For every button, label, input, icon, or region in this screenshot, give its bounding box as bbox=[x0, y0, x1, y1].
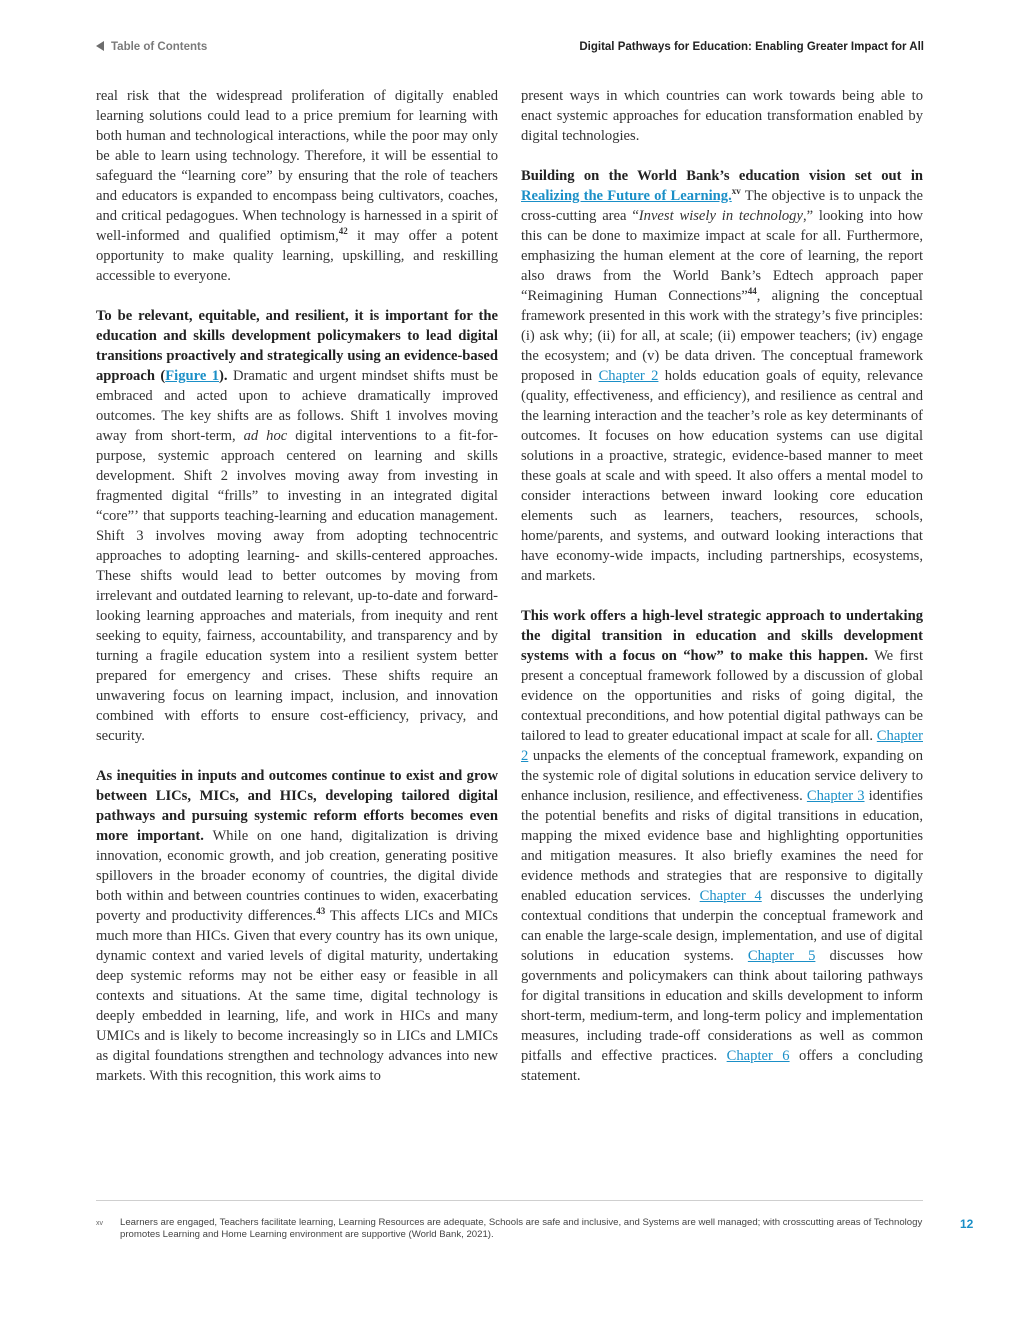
chapter-6-link[interactable]: Chapter 6 bbox=[726, 1048, 790, 1064]
chapter-2-link[interactable]: Chapter 2 bbox=[598, 368, 659, 384]
back-arrow-icon bbox=[96, 41, 104, 51]
footnote bbox=[96, 1217, 926, 1241]
footnote-mark: xv bbox=[96, 1220, 103, 1227]
page-header bbox=[96, 41, 924, 59]
endnote-43[interactable]: 43 bbox=[316, 906, 326, 917]
right-column bbox=[521, 86, 923, 1106]
left-paragraph-2: To be relevant, equitable, and resilient, it is important for the education and skills development policymakers to lead digital transitions proactively and strategically using an evidence-based approach (Figure 1). Dramatic and urgent mindset shifts must be embraced and acted upon to achieve dramatically improved outcomes. The key shifts are as follows. Shift 1 involves moving away from short-term, ad hoc digital interventions to a fit-for-purpose, systemic approach centered on learning and skills development. Shift 2 involves moving away from investing in fragmented digital “frills” to investing in an integrated digital “core”’ that supports teaching-learning and education management. Shift 3 involves moving away from adopting technocentric approaches to adopting learning- and skills-centered approaches. These shifts would lead to better outcomes by moving from irrelevant and outdated learning to relevant, up-to-date and forward-looking learning approaches and materials, from inequity and rent seeking to equity, fairness, accountability, and transparency and by turning a fragile education system into a resilient system better prepared for emergency and crises. These shifts require an unwavering focus on learning impact, inclusion, and innovation combined with efforts to ensure cost-efficiency, privacy, and security. bbox=[96, 308, 498, 744]
chapter-4-link[interactable]: Chapter 4 bbox=[699, 888, 762, 904]
right-paragraph-1: present ways in which countries can work towards being able to enact systemic approaches for education transformation enabled by digital technologies. bbox=[521, 88, 923, 144]
chapter-5-link[interactable]: Chapter 5 bbox=[747, 948, 816, 964]
footnote-text: Learners are engaged, Teachers facilitate learning, Learning Resources are adequate, Schools are safe and inclusive, and Systems are well managed; with crosscutting areas of Technology promotes Learning and Home Learning environment are supportive (World Bank, 2021). bbox=[120, 1217, 923, 1240]
table-of-contents-link[interactable] bbox=[96, 41, 207, 53]
chapter-2-link[interactable]: Chapter 2 bbox=[521, 728, 923, 764]
realizing-future-of-learning-link[interactable]: Realizing the Future of Learning. bbox=[521, 188, 732, 204]
figure-1-link[interactable]: Figure 1 bbox=[165, 368, 220, 384]
right-paragraph-2: Building on the World Bank’s education vision set out in Realizing the Future of Learning.$^{xv}$ The objective is to unpack the cross-cutting area “Invest wisely in technology,” looking into how this can be done to maximize impact at scale for all. Furthermore, emphasizing the human element at the core of learning, the report also draws from the World Bank’s Edtech approach paper “Reimagining Human Connections”$^{44}$, aligning the conceptual framework presented in this work with the strategy’s five principles: (i) ask why; (ii) for all, at scale; (ii) empower teachers; (iv) engage the ecosystem; and (v) be data driven. The conceptual framework proposed in Chapter 2 holds education goals of equity, relevance (quality, effectiveness, and efficiency), and resilience as central and the learning interaction and the teacher’s role as key determinants of outcomes. It focuses on how education systems can use digital solutions in a proactive, strategic, evidence-based manner to meet these goals at scale and with speed. It also offers a mental model to consider interactions between inward looking core education elements such as learners, teachers, resources, schools, home/parents, and systems, and outward looking interactions that have economy-wide impacts, including partnerships, ecosystems, and markets. bbox=[521, 168, 923, 584]
left-paragraph-1: real risk that the widespread proliferation of digitally enabled learning solutions could lead to a price premium for learning with both human and technological interactions, while the poor may only be able to learn using technology. Therefore, it will be essential to safeguard the “learning core” by ensuring that the role of teachers and educators is expanded to encompass being cultivators, coaches, and critical pedagogues. When technology is harnessed in a spirit of well-informed and qualified optimism,$^{42}$ it may offer a potent opportunity to make quality learning, upskilling, and reskilling accessible to everyone. bbox=[96, 88, 498, 284]
chapter-3-link[interactable]: Chapter 3 bbox=[806, 788, 865, 804]
left-column bbox=[96, 86, 498, 1106]
toc-label: Table of Contents bbox=[111, 41, 208, 53]
endnote-44[interactable]: 44 bbox=[747, 286, 757, 297]
document-title: Digital Pathways for Education: Enabling Greater Impact for All bbox=[579, 41, 924, 53]
page-number: 12 bbox=[960, 1217, 974, 1231]
footnote-marker-xv[interactable]: xv bbox=[731, 186, 741, 197]
footnote-divider bbox=[96, 1200, 923, 1201]
left-paragraph-3: As inequities in inputs and outcomes continue to exist and grow between LICs, MICs, and HICs, developing tailored digital pathways and pursuing systemic reform efforts becomes even more important. While on one hand, digitalization is driving innovation, economic growth, and job creation, generating positive spillovers in the broader economy of countries, the digital divide both within and between countries continues to widen, exacerbating poverty and productivity differences.$^{43}$ This affects LICs and MICs much more than HICs. Given that every country has its own unique, dynamic context and varied levels of digital maturity, undertaking deep systemic reforms may not be either easy or feasible in all contexts and situations. At the same time, digital technology is deeply embedded in learning, life, and work in HICs and many UMICs and is likely to become increasingly so in LICs and LMICs as digital foundations strengthen and technology advances into new markets. With this recognition, this work aims to bbox=[96, 768, 498, 1084]
endnote-42[interactable]: 42 bbox=[338, 226, 348, 237]
right-paragraph-3: This work offers a high-level strategic approach to undertaking the digital transition in education and skills development systems with a focus on “how” to make this happen. We first present a conceptual framework followed by a discussion of global evidence on the opportunities and risks of going digital, the contextual preconditions, and how potential digital pathways can be tailored to lead to greater educational impact at scale for all. Chapter 2 unpacks the elements of the conceptual framework, expanding on the systemic role of digital solutions in education service delivery to enhance inclusion, resilience, and effectiveness. Chapter 3 identifies the potential benefits and risks of digital transitions in education, mapping the mixed evidence base and highlighting opportunities and mitigation measures. It also briefly examines the need for evidence methods and strategies that are responsive to digitally enabled education services. Chapter 4 discusses the underlying contextual conditions that underpin the conceptual framework and can enable the large-scale design, implementation, and use of digital solutions in education systems. Chapter 5 discusses how governments and policymakers can think about tailoring pathways for digital transitions in education and skills development to inform short-term, medium-term, and long-term policy and implementation measures, including trade-off considerations as well as common pitfalls and effective practices. Chapter 6 offers a concluding statement. bbox=[521, 608, 923, 1084]
